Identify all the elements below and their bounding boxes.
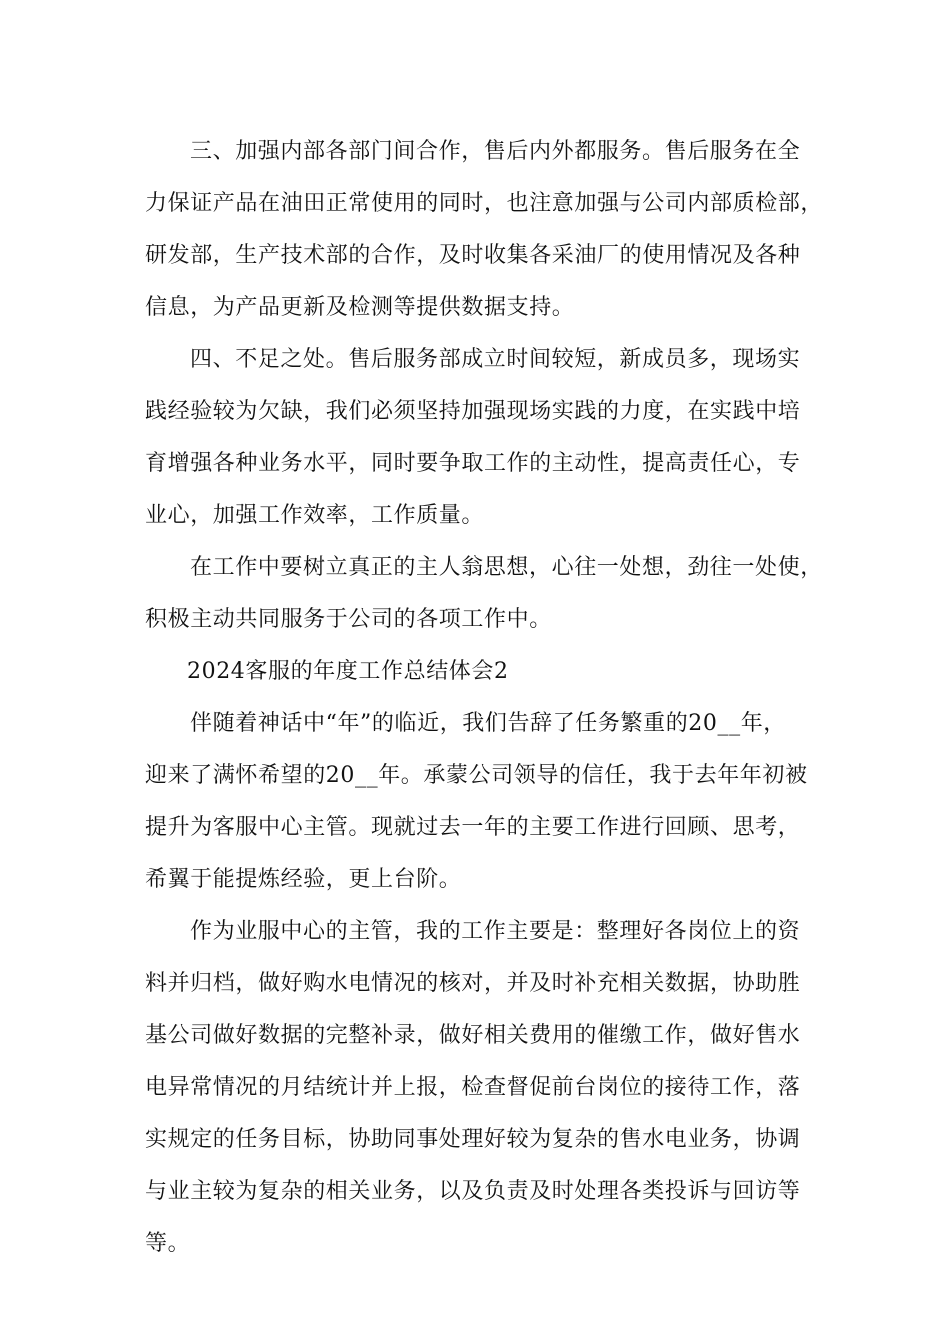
paragraph-6-line-2: 迎来了满怀希望的20__年。承蒙公司领导的信任，我于去年年初被 xyxy=(145,763,808,788)
paragraph-7-line-1: 作为业服中心的主管，我的工作主要是：整理好各岗位上的资 xyxy=(190,919,801,944)
paragraph-3-line-1: 三、加强内部各部门间合作，售后内外都服务。售后服务在全 xyxy=(190,139,801,164)
paragraph-6-line-3: 提升为客服中心主管。现就过去一年的主要工作进行回顾、思考， xyxy=(145,815,801,840)
paragraph-7-line-4: 电异常情况的月结统计并上报，检查督促前台岗位的接待工作，落 xyxy=(145,1075,801,1100)
paragraph-6-line-4: 希翼于能提炼经验，更上台阶。 xyxy=(145,867,462,892)
paragraph-4-line-1: 四、不足之处。售后服务部成立时间较短，新成员多，现场实 xyxy=(190,347,801,372)
paragraph-5-line-2: 积极主动共同服务于公司的各项工作中。 xyxy=(145,607,552,632)
paragraph-6-line-1: 伴随着神话中“年”的临近，我们告辞了任务繁重的20__年， xyxy=(190,711,786,736)
paragraph-7-line-5: 实规定的任务目标，协助同事处理好较为复杂的售水电业务，协调 xyxy=(145,1127,801,1152)
paragraph-4-line-3: 育增强各种业务水平，同时要争取工作的主动性，提高责任心，专 xyxy=(145,451,801,476)
paragraph-7-line-3: 基公司做好数据的完整补录，做好相关费用的催缴工作，做好售水 xyxy=(145,1023,801,1048)
paragraph-7-line-2: 料并归档，做好购水电情况的核对，并及时补充相关数据，协助胜 xyxy=(145,971,801,996)
paragraph-3-line-2: 力保证产品在油田正常使用的同时，也注意加强与公司内部质检部， xyxy=(145,191,824,216)
paragraph-5-line-1: 在工作中要树立真正的主人翁思想，心往一处想，劲往一处使， xyxy=(190,555,823,580)
paragraph-4-line-2: 践经验较为欠缺，我们必须坚持加强现场实践的力度，在实践中培 xyxy=(145,399,801,424)
paragraph-3-line-3: 研发部，生产技术部的合作，及时收集各采油厂的使用情况及各种 xyxy=(145,243,801,268)
paragraph-7-line-6: 与业主较为复杂的相关业务，以及负责及时处理各类投诉与回访等 xyxy=(145,1179,801,1204)
paragraph-4-line-4: 业心，加强工作效率，工作质量。 xyxy=(145,503,485,528)
paragraph-3-line-4: 信息，为产品更新及检测等提供数据支持。 xyxy=(145,295,575,320)
section-heading: 2024客服的年度工作总结体会2 xyxy=(187,659,509,684)
paragraph-7-line-7: 等。 xyxy=(145,1231,191,1256)
